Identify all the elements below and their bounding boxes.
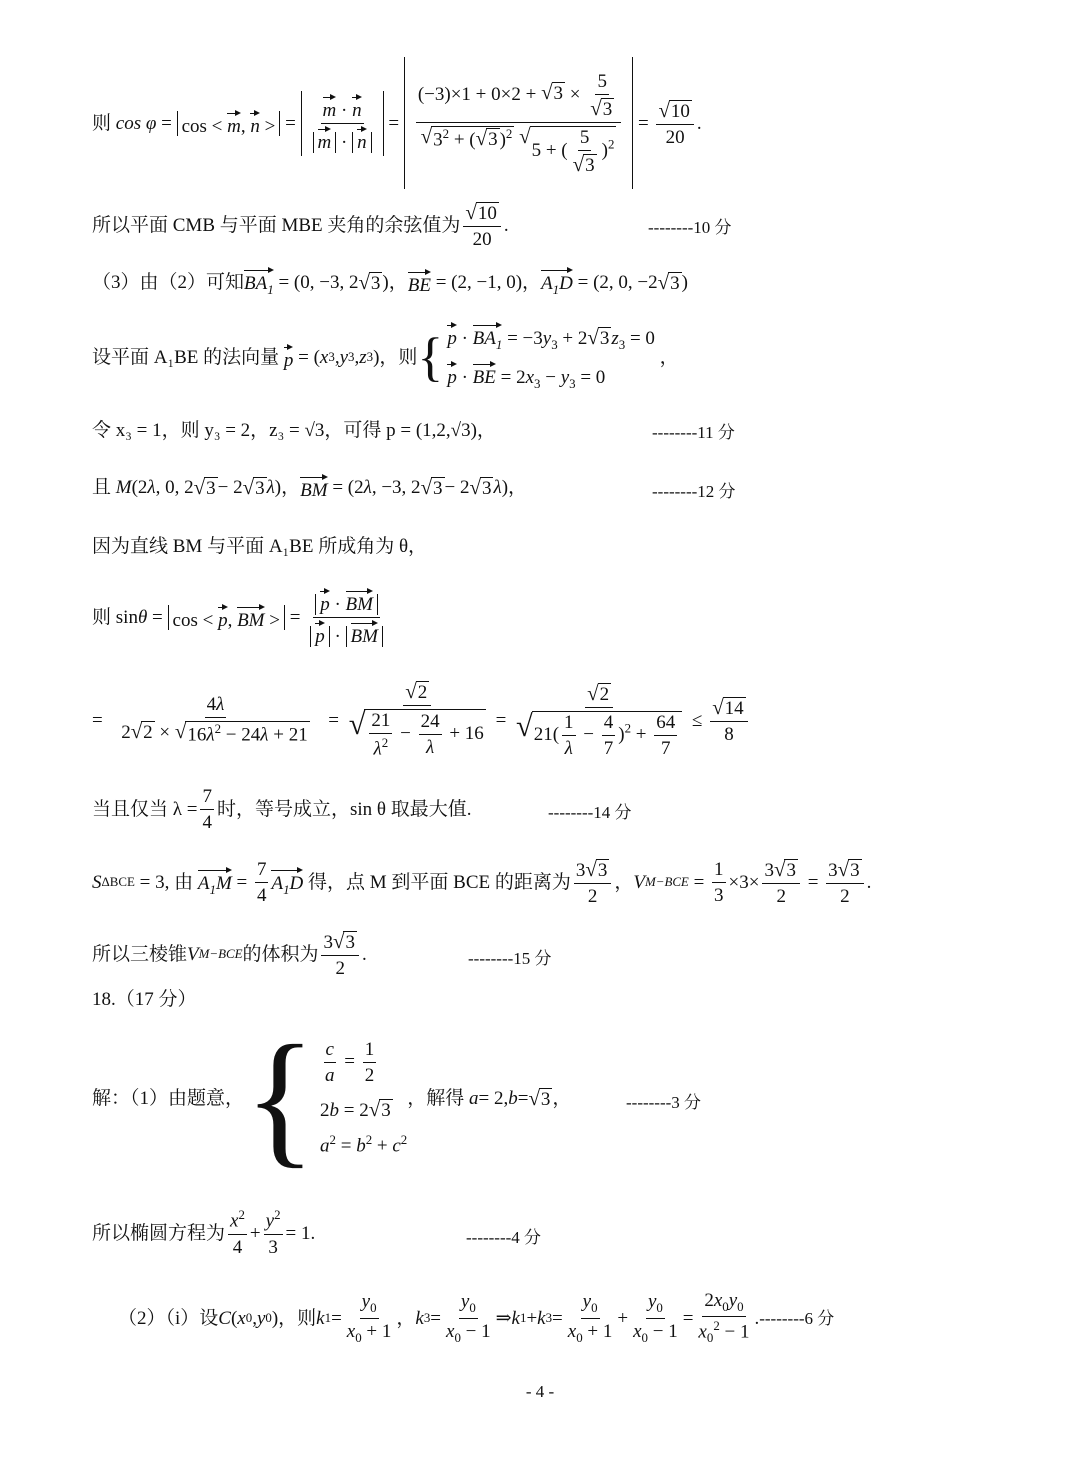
score-11: --------11 分 (652, 423, 735, 442)
score-4: --------4 分 (466, 1228, 542, 1247)
text-prefix: 则 (92, 112, 112, 134)
text-set-x3: 令 x₃ = 1，则 y₃ = 2，z₃ = √3，可得 p = (1,2,√3)， (92, 419, 496, 441)
formula-slopes: （2）（i）设 C ( x 0 , y 0 ) ，则 k 1 = $\frac{y_0}{x_0 + 1}$ ， k 3 = $\frac{y_0}{x_0 - 1}$ ⇒ k 1 + k 3 = $\frac{y_0}{x_0 + 1}$ + $\frac{y_0}{x_0 - 1}$ = $\frac{2x_0y_0}{x_0^2 - 1}$ . --------6 分 (118, 1289, 835, 1346)
formula-vectors: （3）由（2）可知 $BA_1$ = (0, −3, 2 √ 3 )， BE = (2, −1, 0)， $A_1D$ = (2, 0, −2 √ 3 ) (92, 269, 688, 297)
formula-point-m: 且 M (2 λ , 0, 2 √ 3 − 2 √ 3 λ )， BM = (2 λ , −3, 2 √ 3 − 2 √ 3 λ )， (92, 474, 528, 501)
formula-sin-chain: = 4λ 2 √ 2 × √ $16\lambda^2 - 24\lambda + 21$ = √ 2 √ $\frac{21}{\lambda^2}$ − $\frac{24}{\lambda}$ + 16 = √ 2 √ 21( $\frac{1}{\lambda}$ − $\frac{4}{7}$ )$^2$ + $\frac{64}{7}$ ≤ √ 14 8 (92, 668, 751, 772)
score-3: --------3 分 (626, 1093, 702, 1112)
formula-q18-system: 解：（1）由题意， { $\frac{c}{a}$ = $\frac{1}{2}$ 2b = 2 √ 3 $a^2 = b^2 + c^2$ ，解得 a = 2, b = √ 3 ， (92, 1015, 572, 1181)
formula-ellipse: 所以椭圆方程为 $\frac{x^2}{4}$ + $\frac{y^2}{3}$ = 1. (92, 1207, 316, 1258)
formula-normal-p: 设平面 A₁BE 的法向量 p = ( x 3 , y 3 , z 3 ) ，则 { $p \cdot BA_1 = -3y_3 + 2$ √ 3 $z_3 = 0$ p · BE = $2x_3 - y_3 = 0$ ， (92, 325, 679, 391)
score-15: --------15 分 (468, 949, 552, 968)
score-14: --------14 分 (548, 803, 632, 822)
text-angle-theta: 因为直线 BM 与平面 A₁BE 所成角为 θ， (92, 535, 428, 557)
score-12: --------12 分 (652, 482, 736, 501)
formula-sin-theta: 则 sin θ = cos < p, BM > = $\frac{p \cdot BM}{p \cdot BM}$ (92, 578, 388, 656)
formula-volume: S ΔBCE = 3, 由 $A_1M$ = $\frac{7}{4}$ $A_1D$ 得，点 M 到平面 BCE 的距离为 3 √ 3 2 ， V M−BCE = $\frac{1}{3}$ ×3× 3 √ 3 2 = 3 √ 3 2 . (92, 856, 872, 907)
page-number: - 4 - (525, 1382, 555, 1401)
question-18-title: 18.（17 分） (92, 988, 197, 1010)
text-equality: 当且仅当 λ = $\frac{7}{4}$ 时，等号成立，sin θ 取最大值. (92, 785, 472, 833)
score-10: --------10 分 (648, 218, 732, 237)
text-cos-value: 所以平面 CMB 与平面 MBE 夹角的余弦值为 √ 10 20 . (92, 199, 509, 250)
score-6: --------6 分 (759, 1308, 835, 1328)
text-volume-result: 所以三棱锥 V M−BCE 的体积为 3 √ 3 2 . (92, 928, 367, 979)
formula-cos-phi: 则 cos φ = cos < m, n > = $\frac{m \cdot n}{m \cdot n}$ = (−3)×1 + 0×2 + √ 3 × 5 √ 3 √ $3^2$ + ( √ 3 )$^2$ √ 5 + ( 5 √ 3 )$^2$ = √ 10 20 . (92, 58, 702, 188)
